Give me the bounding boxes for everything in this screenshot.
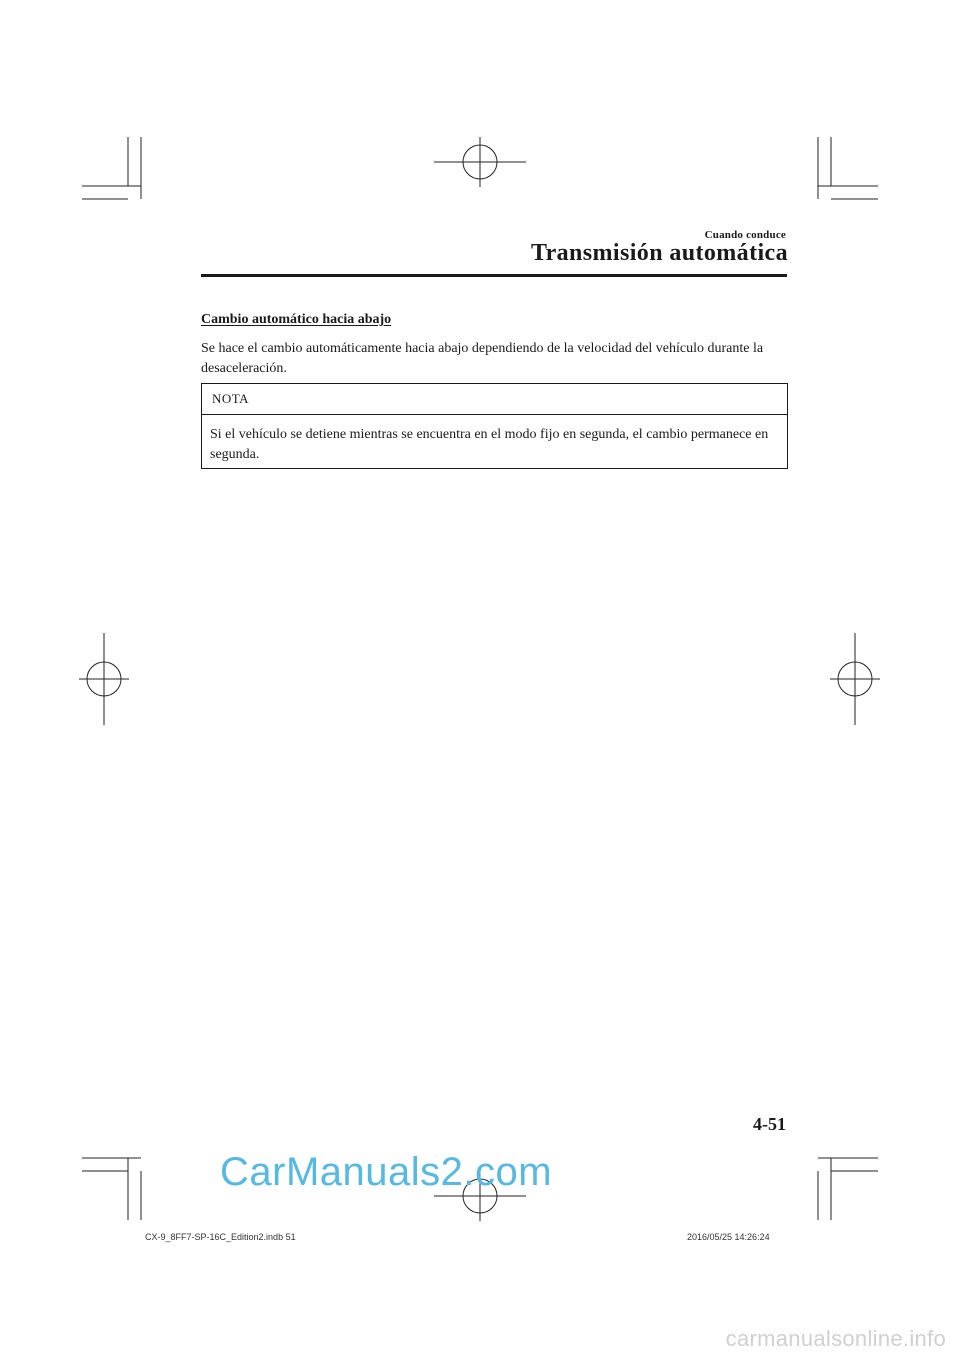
section-title: Transmisión automática <box>530 240 788 266</box>
body-paragraph: Se hace el cambio automáticamente hacia abajo dependiendo de la velocidad del vehículo durante la desaceleración. <box>201 341 764 376</box>
page-number: 4-51 <box>753 1114 786 1134</box>
header-rule <box>201 274 787 277</box>
subheading: Cambio automático hacia abajo <box>201 312 392 327</box>
watermark-logo: CarManuals2.com <box>220 1150 553 1194</box>
bottom-url-watermark: carmanualsonline.info <box>725 1326 946 1351</box>
note-box <box>201 383 788 469</box>
note-text: Si el vehículo se detiene mientras se encuentra en el modo fijo en segunda, el cambio permanece en segunda. <box>210 427 769 462</box>
footer-timestamp: 2016/05/25 14:26:24 <box>687 1232 770 1242</box>
note-label: NOTA <box>202 384 787 415</box>
chapter-label: Cuando conduce <box>704 229 786 241</box>
footer-file: CX-9_8FF7-SP-16C_Edition2.indb 51 <box>145 1232 296 1242</box>
